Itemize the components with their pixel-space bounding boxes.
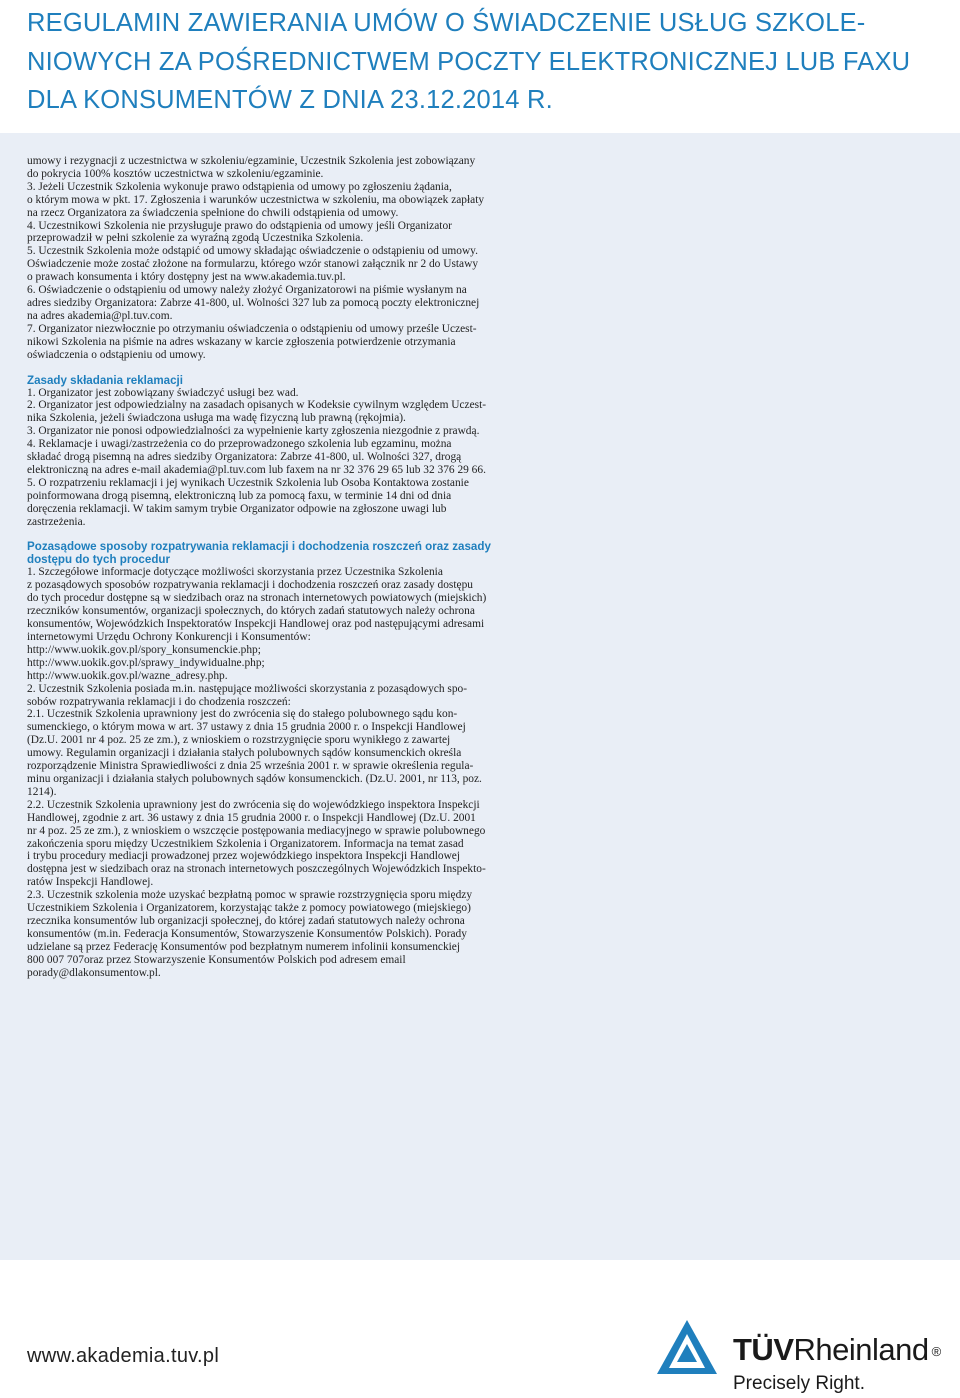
text-line: 5. Uczestnik Szkolenia może odstąpić od umowy składając oświadczenie o odstąpieniu od umowy. bbox=[27, 245, 478, 258]
text-line: o prawach konsumenta i który dostępny jest na www.akademia.tuv.pl. bbox=[27, 271, 346, 284]
text-line: rzecznika konsumentów lub organizacji społecznej, do której zadań statutowych należy ochrona bbox=[27, 914, 465, 927]
text-line: adres siedziby Organizatora: Zabrze 41-800, ul. Wolności 327 lub za pomocą poczty elektronicznej bbox=[27, 296, 480, 309]
text-line: na rzecz Organizatora za świadczenia spełnione do chwili odstąpienia od umowy. bbox=[27, 206, 399, 219]
text-line: Oświadczenie może zostać złożone na formularzu, którego wzór stanowi załącznik nr 2 do Ustawy bbox=[27, 258, 479, 271]
text-line: dostępna jest w siedzibach oraz na stronach internetowych poszczególnych Wojewódzkich Inspekto- bbox=[27, 863, 486, 876]
text-line: elektroniczną na adres e-mail akademia@pl.tuv.com lub faxem na nr 32 376 29 65 lub 32 376 29 66. bbox=[27, 463, 486, 476]
text-line: doręczenia reklamacji. W takim samym trybie Organizator odpowie na zgłoszone uwagi lub bbox=[27, 502, 447, 515]
text-line: http://www.uokik.gov.pl/wazne_adresy.php. bbox=[27, 669, 228, 682]
text-line: 4. Uczestnikowi Szkolenia nie przysługuje prawo do odstąpienia od umowy jeśli Organizator bbox=[27, 219, 452, 232]
text-line: z pozasądowych sposobów rozpatrywania reklamacji i dochodzenia roszczeń oraz zasady dostępu bbox=[27, 579, 473, 592]
text-line: zastrzeżenia. bbox=[27, 515, 86, 528]
text-line: (Dz.U. 2001 nr 4 poz. 25 ze zm.), z wnioskiem o rozstrzygnięcie sporu wynikłego z zawartej bbox=[27, 734, 451, 747]
text-line: na adres akademia@pl.tuv.com. bbox=[27, 309, 173, 322]
text-line: 1214). bbox=[27, 785, 57, 798]
title-line: REGULAMIN ZAWIERANIA UMÓW O ŚWIADCZENIE USŁUG SZKOLE- bbox=[27, 9, 866, 37]
text-line: poinformowana drogą pisemną, elektroniczną lub za pomocą faxu, w terminie 14 dni od dnia bbox=[27, 489, 452, 502]
text-line: 2. Organizator jest odpowiedzialny na zasadach opisanych w Kodeksie cywilnym względem Uczest- bbox=[27, 399, 487, 412]
title-line: DLA KONSUMENTÓW Z DNIA 23.12.2014 R. bbox=[27, 86, 553, 114]
text-line: 2.2. Uczestnik Szkolenia uprawniony jest do zwrócenia się do wojewódzkiego inspektora Inspekcji bbox=[27, 798, 480, 811]
text-line: Handlowej, zgodnie z art. 36 ustawy z dnia 15 grudnia 2000 r. o Inspekcji Handlowej (Dz.U. 2001 bbox=[27, 811, 476, 824]
text-line: sobów rozpatrywania reklamacji i do chodzenia roszczeń: bbox=[27, 695, 291, 708]
text-line: ratów Inspekcji Handlowej. bbox=[27, 876, 154, 889]
text-line: http://www.uokik.gov.pl/spory_konsumenckie.php; bbox=[27, 643, 261, 656]
text-line: zakończenia sporu między Uczestnikiem Szkolenia i Organizatorem. Informacja na temat zasad bbox=[27, 837, 464, 850]
heading-line: dostępu do tych procedur bbox=[27, 553, 170, 567]
text-line: 2. Uczestnik Szkolenia posiada m.in. następujące możliwości skorzystania z pozasądowych spo- bbox=[27, 682, 467, 695]
registered-mark: ® bbox=[931, 1344, 941, 1359]
text-line: 800 007 707oraz przez Stowarzyszenie Konsumentów Polskich pod adresem email bbox=[27, 953, 406, 966]
text-line: 4. Reklamacje i uwagi/zastrzeżenia co do przeprowadzonego szkolenia lub egzaminu, można bbox=[27, 438, 452, 451]
text-line: Uczestnikiem Szkolenia i Organizatorem, korzystając także z pomocy powiatowego (miejskiego) bbox=[27, 902, 471, 915]
text-line: 3. Jeżeli Uczestnik Szkolenia wykonuje prawo odstąpienia od umowy po zgłoszeniu żądania, bbox=[27, 180, 452, 193]
text-line: do tych procedur dostępne są w siedzibach oraz na stronach internetowych powiatowych (miejskich) bbox=[27, 592, 487, 605]
text-line: porady@dlakonsumentow.pl. bbox=[27, 966, 161, 979]
text-line: 1. Organizator jest zobowiązany świadczyć usługi bez wad. bbox=[27, 386, 299, 399]
text-line: nikowi Szkolenia na piśmie na adres wskazany w karcie zgłoszenia potwierdzenie otrzymania bbox=[27, 335, 456, 348]
text-line: sumenckiego, o którym mowa w art. 37 ustawy z dnia 15 grudnia 2000 r. o Inspekcji Handlowej bbox=[27, 721, 466, 734]
section-heading-out-of-court bbox=[27, 540, 491, 567]
text-line: 6. Oświadczenie o odstąpieniu od umowy należy złożyć Organizatorowi na piśmie wysłanym na bbox=[27, 284, 467, 297]
text-line: 2.3. Uczestnik szkolenia może uzyskać bezpłatną pomoc w sprawie rozstrzygnięcia sporu między bbox=[27, 889, 473, 902]
text-line: oświadczenia o odstąpieniu od umowy. bbox=[27, 348, 206, 361]
title-line: NIOWYCH ZA POŚREDNICTWEM POCZTY ELEKTRONICZNEJ LUB FAXU bbox=[27, 47, 911, 76]
section-heading-complaints: Zasady składania reklamacji bbox=[27, 373, 183, 387]
text-line: konsumentów (m.in. Federacja Konsumentów, Stowarzyszenie Konsumentów Polskich). Porady bbox=[27, 927, 467, 940]
heading-line: Pozasądowe sposoby rozpatrywania reklamacji i dochodzenia roszczeń oraz zasady bbox=[27, 540, 491, 554]
text-line: internetowymi Urzędu Ochrony Konkurencji i Konsumentów: bbox=[27, 631, 311, 643]
text-line: rzeczników konsumentów, organizacji społecznych, do których zadań statutowych należy ochrona bbox=[27, 605, 475, 618]
section-out-of-court bbox=[27, 566, 487, 979]
page-title bbox=[27, 4, 947, 120]
text-line: konsumentów, Wojewódzkich Inspektoratów Inspekcji Handlowej oraz pod następującymi adresami bbox=[27, 618, 485, 631]
text-line: http://www.uokik.gov.pl/sprawy_indywidualne.php; bbox=[27, 656, 265, 669]
text-line: rozporządzenie Ministra Sprawiedliwości z dnia 25 września 2001 r. w sprawie określenia regula- bbox=[27, 760, 474, 773]
brand-regular: Rheinland bbox=[793, 1332, 929, 1367]
brand-bold: TÜV bbox=[733, 1332, 794, 1367]
website-url[interactable]: www.akademia.tuv.pl bbox=[27, 1345, 220, 1367]
text-line: składać drogą pisemną na adres siedziby Organizatora: Zabrze 41-800, ul. Wolności 327, drogą bbox=[27, 451, 462, 464]
document-body bbox=[27, 155, 491, 979]
text-line: 3. Organizator nie ponosi odpowiedzialności za wypełnienie karty zgłoszenia niezgodnie z prawdą. bbox=[27, 425, 480, 438]
text-line: nika Szkolenia, jeżeli świadczona usługa ma wadę fizyczną lub prawną (rękojmia). bbox=[27, 412, 406, 425]
text-line: do pokrycia 100% kosztów uczestnictwa w szkoleniu/egzaminie. bbox=[27, 167, 324, 180]
text-line: minu organizacji i działania stałych polubownych sądów konsumenckich. (Dz.U. 2001, nr 113, poz. bbox=[27, 772, 482, 785]
tuv-triangle-logo-icon bbox=[655, 1318, 719, 1376]
text-line: 5. O rozpatrzeniu reklamacji i jej wynikach Uczestnik Szkolenia lub Osoba Kontaktowa zostanie bbox=[27, 476, 469, 489]
section-withdrawal bbox=[27, 155, 487, 362]
text-line: nr 4 poz. 25 ze zm.), z wnioskiem o wszczęcie postępowania mediacyjnego w sprawie polubownego bbox=[27, 824, 486, 837]
text-line: 2.1. Uczestnik Szkolenia uprawniony jest do zwrócenia się do stałego polubownego sądu kon- bbox=[27, 708, 458, 721]
brand-slogan: Precisely Right. bbox=[733, 1373, 865, 1394]
text-line: przeprowadził w pełni szkolenie za wyraźną zgodą Uczestnika Szkolenia. bbox=[27, 232, 364, 245]
text-line: umowy. Regulamin organizacji i działania stałych polubownych sądów konsumenckich określa bbox=[27, 747, 462, 760]
brand-name bbox=[733, 1332, 941, 1368]
text-line: 7. Organizator niezwłocznie po otrzymaniu oświadczenia o odstąpieniu od umowy prześle Uczest- bbox=[27, 322, 477, 335]
text-line: o którym mowa w pkt. 17. Zgłoszenia i warunków uczestnictwa w szkoleniu, ma obowiązek zapłaty bbox=[27, 193, 485, 206]
text-line: i trybu procedury mediacji prowadzonej przez wojewódzkiego inspektora Inspekcji Handlowej bbox=[27, 850, 461, 863]
text-line: umowy i rezygnacji z uczestnictwa w szkoleniu/egzaminie, Uczestnik Szkolenia jest zobowiązany bbox=[27, 155, 476, 167]
text-line: 1. Szczegółowe informacje dotyczące możliwości skorzystania przez Uczestnika Szkolenia bbox=[27, 566, 443, 579]
text-line: udzielane są przez Federację Konsumentów pod bezpłatnym numerem infolinii konsumenckiej bbox=[27, 940, 461, 953]
section-complaints bbox=[27, 387, 487, 529]
